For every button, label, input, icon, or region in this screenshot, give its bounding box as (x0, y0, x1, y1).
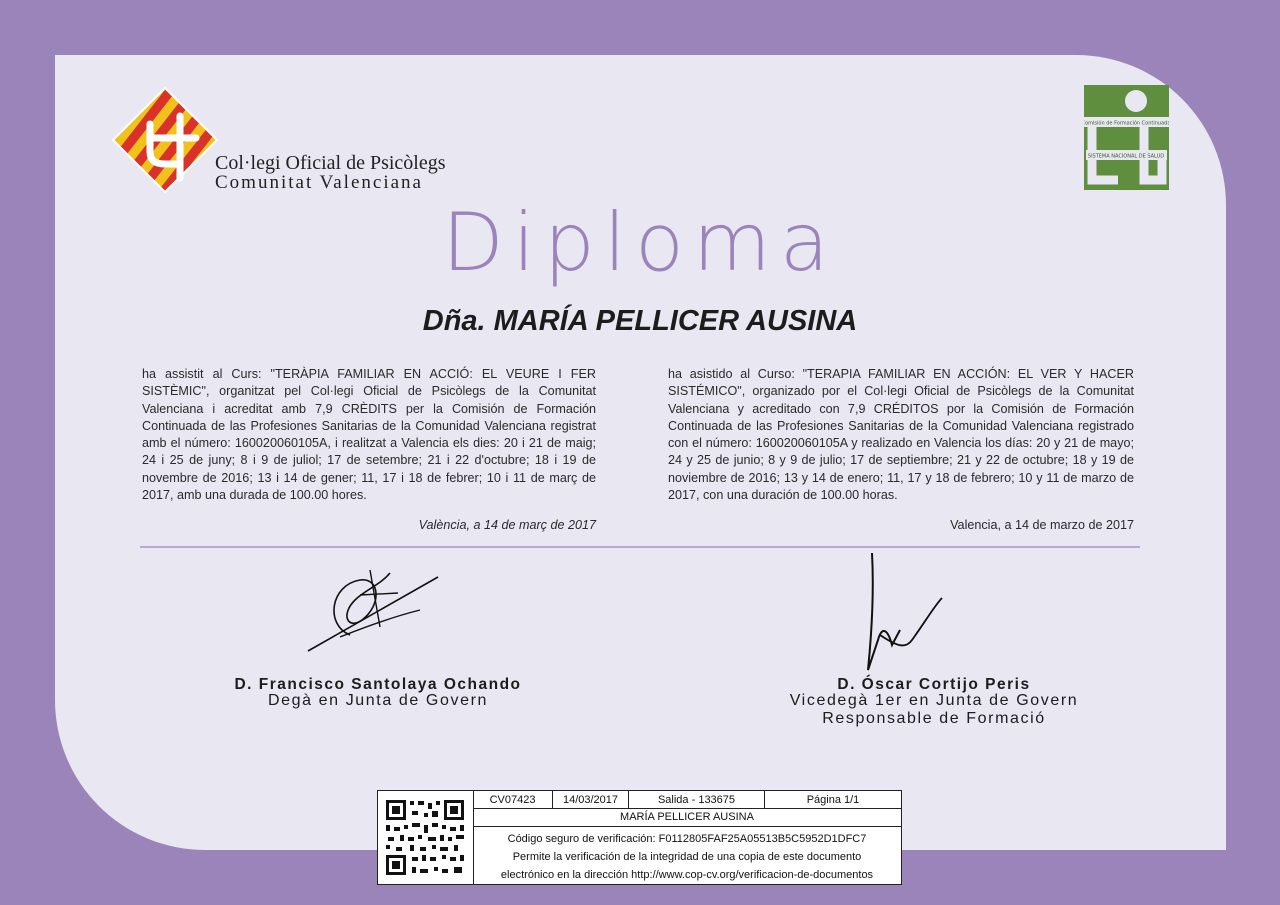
verification-line3[interactable]: electrónico en la dirección http://www.cop-cv.org/verificacion-de-documentos (500, 869, 874, 881)
signatory-role-left: Degà en Junta de Govern (267, 692, 489, 709)
signatory-name-left: D. Francisco Santolaya Ochando (234, 676, 522, 693)
verification-box (377, 790, 902, 885)
signatory-role-right-line2: Responsable de Formació (822, 710, 1046, 727)
verification-code: CV07423 (473, 791, 553, 808)
diploma-title: Diploma (442, 196, 838, 289)
verification-line1: Código seguro de verificación: F0112805FAF25A05513B5C5952D1DFC7 (507, 833, 867, 845)
verification-date: 14/03/2017 (553, 791, 629, 808)
cfc-logo-top-text: Comisión de Formación Continuada (1084, 120, 1169, 127)
org-name-line1: Col·legi Oficial de Psicòlegs (215, 152, 446, 174)
verification-registry: Salida - 133675 (629, 791, 765, 808)
issue-date-spanish: Valencia, a 14 de marzo de 2017 (950, 518, 1134, 532)
signature-right (850, 550, 950, 675)
signatory-name-right: D. Óscar Cortijo Peris (837, 676, 1031, 693)
signatory-role-right-line1: Vicedegà 1er en Junta de Govern (789, 692, 1079, 709)
signature-left (300, 565, 450, 655)
qr-code[interactable] (378, 791, 474, 884)
cfc-logo-bottom-text: SISTEMA NACIONAL DE SALUD (1087, 153, 1165, 160)
issue-date-valencian: València, a 14 de març de 2017 (418, 518, 596, 532)
org-name-line2: Comunitat Valenciana (215, 172, 423, 193)
recipient-name: Dña. MARÍA PELLICER AUSINA (422, 305, 858, 337)
verification-line2: Permite la verificación de la integridad de una copia de este documento (512, 851, 862, 863)
verification-header-row (473, 791, 901, 809)
verification-holder: MARÍA PELLICER AUSINA (473, 809, 901, 827)
body-text-spanish: ha asistido al Curso: "TERAPIA FAMILIAR EN ACCIÓN: EL VER Y HACER SISTÉMICO", organizado por el Col·legi Oficial de Psicòlegs de la Comunitat Valenciana y acreditado con 7,9 CRÉDITOS por la Comisión de Formación Continuada de las Profesiones Sanitarias de la Comunidad Valenciana registrado con el número: 160020060105A y realizado en Valencia los días: 20 y 21 de mayo; 24 y 25 de junio; 8 y 9 de julio; 17 de septiembre; 21 y 22 de octubre; 18 y 19 de noviembre de 2016; 13 y 14 de enero; 11, 17 y 18 de febrero; 10 y 11 de marzo de 2017, con una duración de 100.00 horas. (668, 367, 1134, 503)
verification-page: Página 1/1 (806, 793, 860, 806)
cfc-logo (1084, 85, 1169, 190)
divider-line (140, 546, 1140, 548)
verification-table (473, 791, 901, 884)
body-text-valencian: ha assistit al Curs: "TERÀPIA FAMILIAR EN ACCIÓ: EL VEURE I FER SISTÈMIC", organitzat pel Col·legi Oficial de Psicòlegs de la Comunitat Valenciana i acreditat amb 7,9 CRÈDITS per la Comisión de Formación Continuada de las Profesiones Sanitarias de la Comunidad Valenciana registrat amb el número: 160020060105A, i realitzat a Valencia els dies: 20 i 21 de maig; 24 i 25 de juny; 8 i 9 de juliol; 17 de setembre; 21 i 22 d'octubre; 18 i 19 de novembre de 2016; 13 i 14 de gener; 11, 17 i 18 de febrer; 10 i 11 de març de 2017, amb una durada de 100.00 hores. (142, 367, 596, 503)
